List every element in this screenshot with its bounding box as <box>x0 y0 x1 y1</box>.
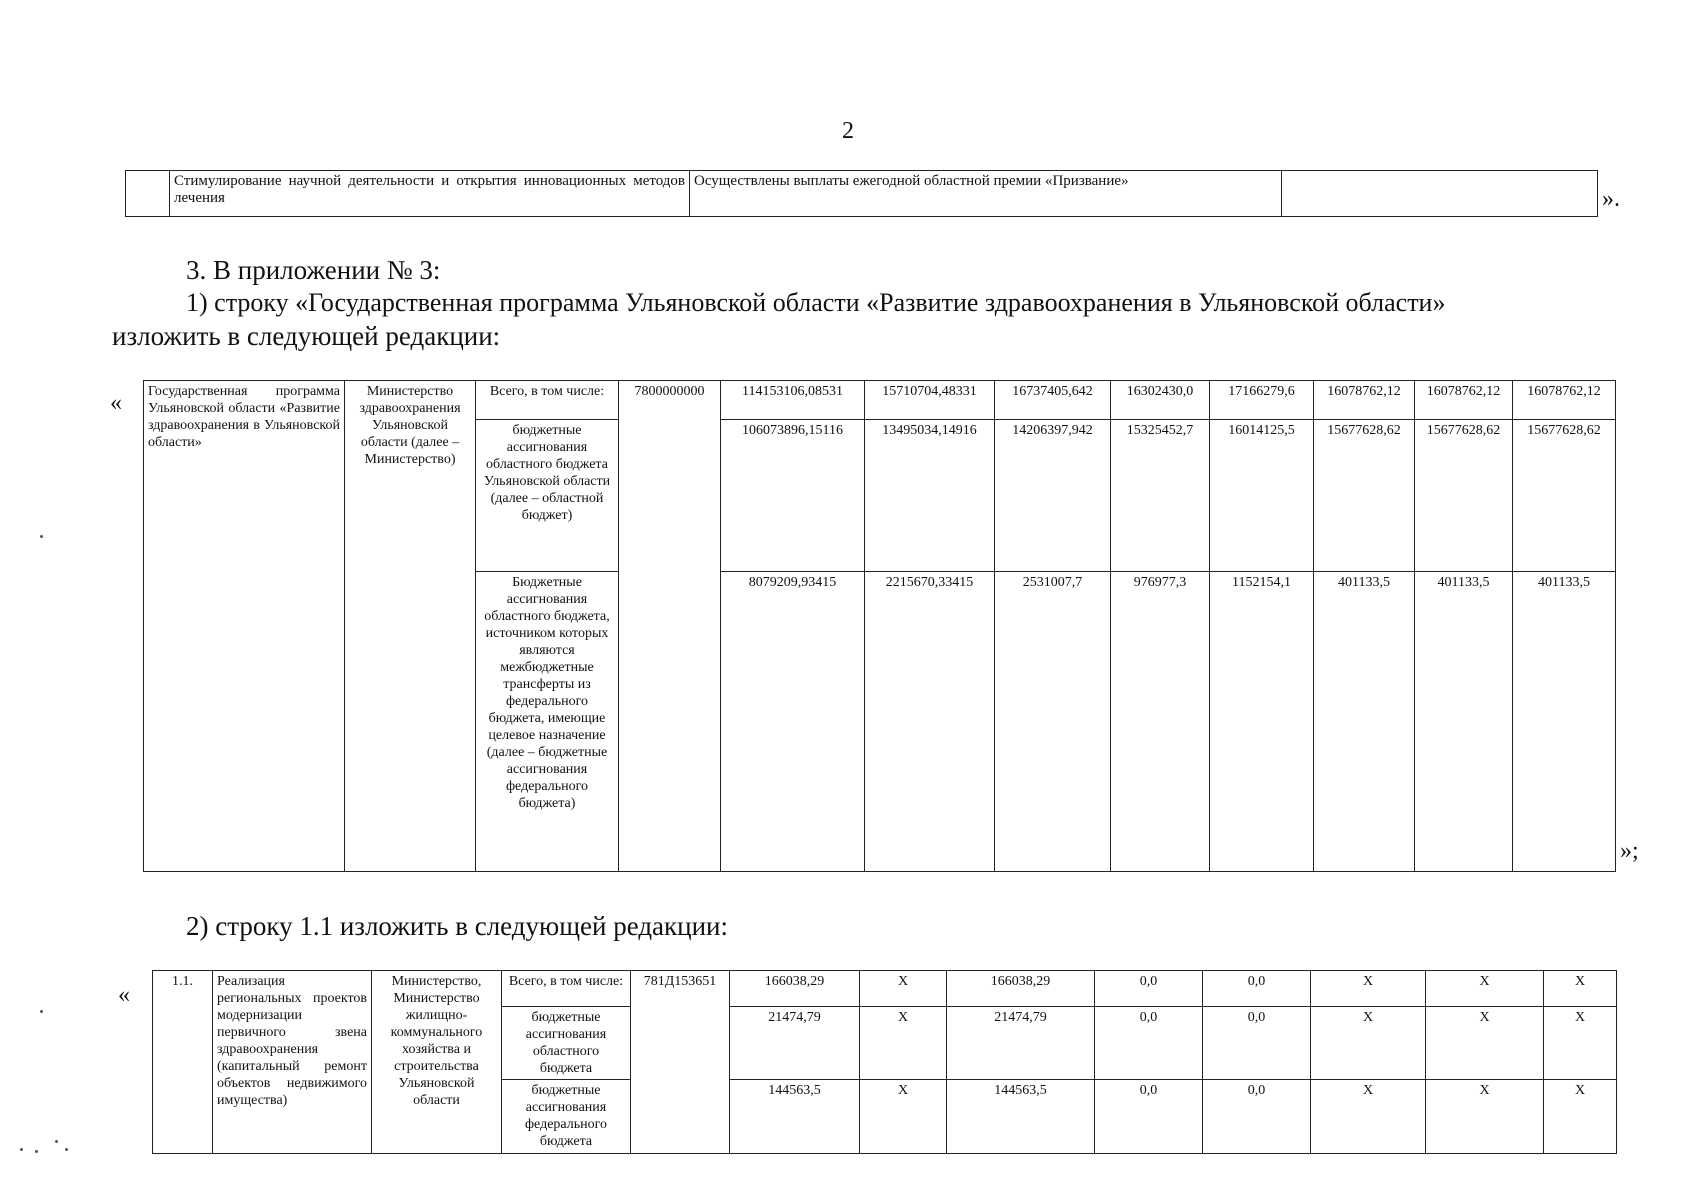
scan-speck <box>55 1140 58 1143</box>
table1-value: 16078762,12 <box>1314 381 1415 420</box>
scan-speck <box>35 1150 38 1153</box>
table1-value: 16078762,12 <box>1415 381 1513 420</box>
table2-value: X <box>1544 1007 1617 1080</box>
table2-source-total: Всего, в том числе: <box>502 971 631 1007</box>
table1-value: 976977,3 <box>1111 572 1210 872</box>
table2-source-regional: бюджетные ассигнования областного бюджета <box>502 1007 631 1080</box>
top-table-measure: Стимулирование научной деятельности и открытия инновационных методов лечения <box>170 171 690 217</box>
table1-value: 13495034,14916 <box>865 420 995 572</box>
table2-open-quote: « <box>118 982 130 1008</box>
top-table-closing-mark: ». <box>1602 186 1620 212</box>
table2-value: 0,0 <box>1203 1007 1311 1080</box>
scan-speck <box>20 1148 23 1151</box>
section-heading: 3. В приложении № 3: <box>186 255 441 285</box>
table2-value: X <box>860 1007 947 1080</box>
table2-value: 21474,79 <box>730 1007 860 1080</box>
table2-value: 166038,29 <box>730 971 860 1007</box>
table1-source-regional: бюджетные ассигнования областного бюджета Ульяновской области (далее – областной бюджет) <box>476 420 619 572</box>
table2-value: 21474,79 <box>947 1007 1095 1080</box>
section-item2: 2) строку 1.1 изложить в следующей редакции: <box>186 911 729 941</box>
table2-value: 0,0 <box>1095 971 1203 1007</box>
table1-value: 15677628,62 <box>1513 420 1616 572</box>
table1-value: 16737405,642 <box>995 381 1111 420</box>
table1-executor: Министерство здравоохранения Ульяновской области (далее – Министерство) <box>345 381 476 872</box>
table2-value: X <box>1426 1007 1544 1080</box>
table2-value: X <box>1311 1007 1426 1080</box>
table2-value: X <box>1311 971 1426 1007</box>
table1-value: 15710704,48331 <box>865 381 995 420</box>
table1-value: 16014125,5 <box>1210 420 1314 572</box>
table-row <box>153 971 1617 1007</box>
table1-value: 401133,5 <box>1314 572 1415 872</box>
table1-code: 7800000000 <box>619 381 721 872</box>
table1-value: 14206397,942 <box>995 420 1111 572</box>
table1-value: 401133,5 <box>1415 572 1513 872</box>
page-number: 2 <box>842 118 854 144</box>
table1-close-mark: »; <box>1620 838 1639 864</box>
table2-value: 0,0 <box>1203 971 1311 1007</box>
table1-program-name: Государственная программа Ульяновской области «Развитие здравоохранения в Ульяновской области» <box>144 381 345 872</box>
table2-value: X <box>860 971 947 1007</box>
table1-value: 106073896,15116 <box>721 420 865 572</box>
table1-value: 401133,5 <box>1513 572 1616 872</box>
table2-value: 144563,5 <box>730 1080 860 1154</box>
table1-source-total: Всего, в том числе: <box>476 381 619 420</box>
scan-speck <box>40 1010 43 1013</box>
section-item1-line2: изложить в следующей редакции: <box>112 321 501 351</box>
table2-value: 166038,29 <box>947 971 1095 1007</box>
table1-value: 15325452,7 <box>1111 420 1210 572</box>
table2-value: X <box>1544 1080 1617 1154</box>
table1-value: 16078762,12 <box>1513 381 1616 420</box>
table1-source-federal: Бюджетные ассигнования областного бюджета, источником которых являются межбюджетные трансферты из федерального бюджета, имеющие целевое назначение (далее – бюджетные ассигнования федерального бюджета) <box>476 572 619 872</box>
table2-value: 0,0 <box>1095 1080 1203 1154</box>
table2-value: X <box>1426 971 1544 1007</box>
table2-project-name: Реализация региональных проектов модернизации первичного звена здравоохранения (капитальный ремонт объектов недвижимого имущества) <box>213 971 372 1154</box>
table1-value: 8079209,93415 <box>721 572 865 872</box>
top-table-cell-empty <box>1282 171 1598 217</box>
table1-value: 2215670,33415 <box>865 572 995 872</box>
table1-value: 15677628,62 <box>1314 420 1415 572</box>
scan-speck <box>65 1148 68 1151</box>
table2-value: X <box>860 1080 947 1154</box>
table-row <box>144 381 1616 420</box>
table2-value: X <box>1311 1080 1426 1154</box>
table2-value: 144563,5 <box>947 1080 1095 1154</box>
table2-row-1-1 <box>152 970 1617 1154</box>
top-table-cell-empty <box>126 171 170 217</box>
table2-number: 1.1. <box>153 971 213 1154</box>
top-table-result: Осуществлены выплаты ежегодной областной премии «Призвание» <box>690 171 1282 217</box>
table1-value: 1152154,1 <box>1210 572 1314 872</box>
top-table <box>125 170 1598 217</box>
table-row <box>126 171 1598 217</box>
table2-value: X <box>1544 971 1617 1007</box>
table2-value: 0,0 <box>1203 1080 1311 1154</box>
table2-value: X <box>1426 1080 1544 1154</box>
table2-executor: Министерство, Министерство жилищно-коммунального хозяйства и строительства Ульяновской области <box>372 971 502 1154</box>
table2-code: 781Д153651 <box>631 971 730 1154</box>
table1-value: 2531007,7 <box>995 572 1111 872</box>
table2-source-federal: бюджетные ассигнования федерального бюджета <box>502 1080 631 1154</box>
table1-value: 16302430,0 <box>1111 381 1210 420</box>
table1-value: 114153106,08531 <box>721 381 865 420</box>
table1-open-quote: « <box>110 390 122 416</box>
table1-program <box>143 380 1616 872</box>
table1-value: 15677628,62 <box>1415 420 1513 572</box>
scan-speck <box>40 535 43 538</box>
table1-value: 17166279,6 <box>1210 381 1314 420</box>
table2-value: 0,0 <box>1095 1007 1203 1080</box>
section-item1-line1: 1) строку «Государственная программа Ульяновской области «Развитие здравоохранения в Ульяновской области» <box>186 288 1446 317</box>
